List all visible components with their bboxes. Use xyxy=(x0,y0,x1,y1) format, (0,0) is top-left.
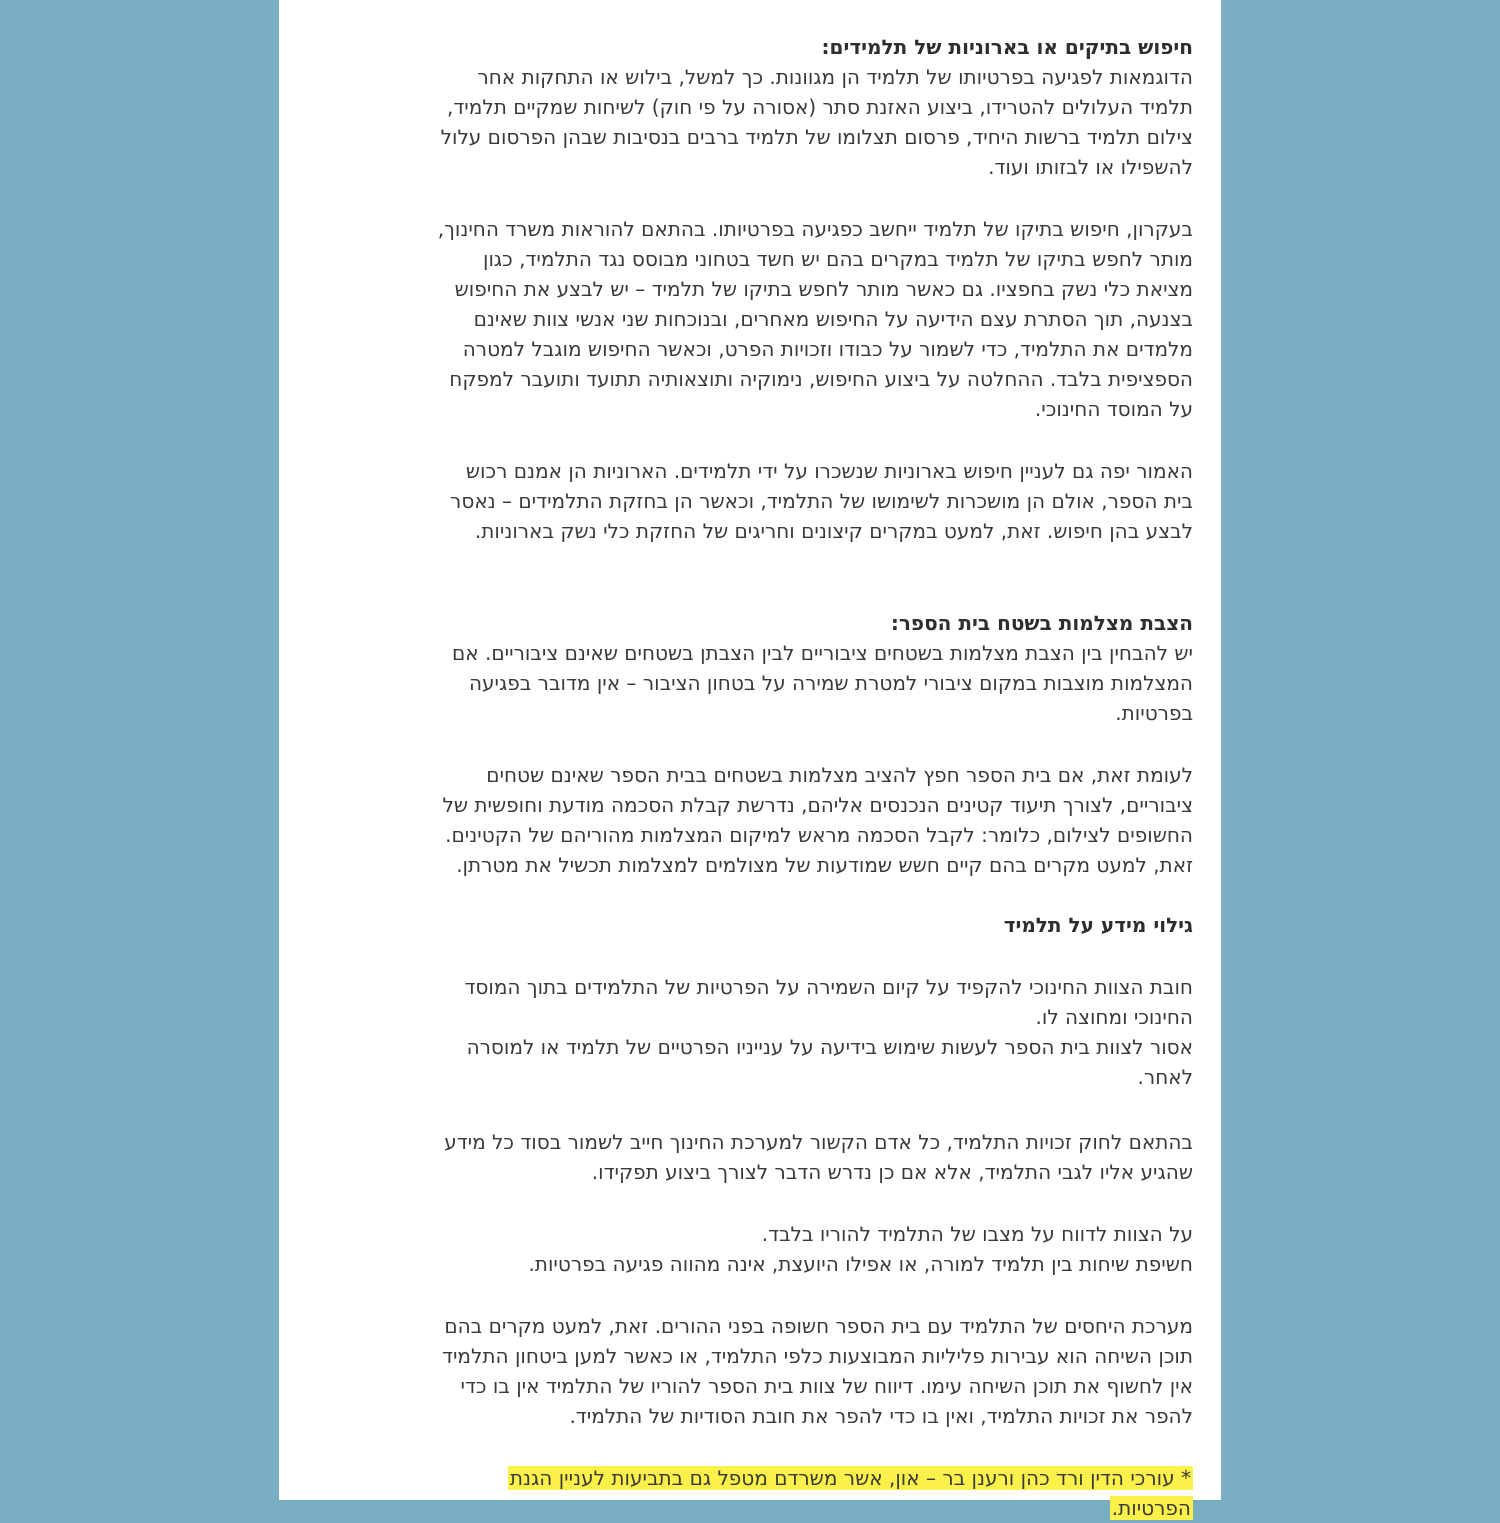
text-line: לעומת זאת, אם בית הספר חפץ להציב מצלמות בשטחים בבית הספר שאינם שטחים xyxy=(486,763,1193,787)
text-line: מלמדים את התלמיד, כדי לשמור על כבודו וזכויות הפרט, וכאשר החיפוש מוגבל למטרה xyxy=(462,337,1193,361)
text-line: לאחר. xyxy=(1137,1065,1193,1089)
text-line: חובת הצוות החינוכי להקפיד על קיום השמירה על הפרטיות של התלמידים בתוך המוסד xyxy=(464,975,1193,999)
text-line: ציבוריים, לצורך תיעוד קטינים הנכנסים אליהם, נדרשת קבלת הסכמה מודעת וחופשית של xyxy=(442,793,1193,817)
text-line: האמור יפה גם לעניין חיפוש בארוניות שנשכרו על ידי תלמידים. הארוניות הן אמנם רכוש xyxy=(465,459,1193,483)
footnote-highlighted-text: * עורכי הדין ורד כהן ורענן בר – און, אשר משרדם מטפל גם בתביעות לעניין הגנת xyxy=(509,1466,1191,1490)
text-line: תלמיד העלולים להטרידו, ביצוע האזנת סתר (אסורה על פי חוק) לשיחות שמקיים תלמיד, xyxy=(447,95,1193,119)
text-line: מותר לחפש בתיקו של תלמיד במקרים בהם יש חשד בטחוני מבוסס נגד התלמיד, כגון xyxy=(483,247,1193,271)
text-line: בעקרון, חיפוש בתיקו של תלמיד ייחשב כפגיעה בפרטיותו. בהתאם להוראות משרד החינוך, xyxy=(437,217,1193,241)
text-line: בהתאם לחוק זכויות התלמיד, כל אדם הקשור למערכת החינוך חייב לשמור בסוד כל מידע xyxy=(444,1130,1193,1154)
paragraph xyxy=(319,1219,1193,1279)
document-page xyxy=(279,0,1221,1520)
paragraph xyxy=(319,760,1193,880)
text-line: הספציפית בלבד. ההחלטה על ביצוע החיפוש, נימוקיה ותוצאותיה תתועד ותועבר למפקח xyxy=(449,367,1193,391)
paragraph xyxy=(319,1311,1193,1431)
section-heading-bag-search: חיפוש בתיקים או בארוניות של תלמידים: xyxy=(821,35,1193,59)
text-line: בית הספר, אולם הן מושכרות לשימושו של התלמיד, וכאשר הן בחזקת התלמידים – נאסר xyxy=(450,489,1193,513)
text-line: הדוגמאות לפגיעה בפרטיותו של תלמיד הן מגוונות. כך למשל, בילוש או התחקות אחר xyxy=(477,65,1193,89)
paragraph xyxy=(319,1127,1193,1187)
text-line: בפרטיות. xyxy=(1115,701,1193,725)
text-line: אין לחשוף את תוכן השיחה עימו. דיווח של צוות בית הספר להוריו של התלמיד אין בו כדי xyxy=(460,1374,1193,1398)
text-line: צילום תלמיד ברשות היחיד, פרסום תצלומו של תלמיד ברבים בנסיבות שבהן הפרסום עלול xyxy=(440,125,1193,149)
text-line: לבצע בהן חיפוש. זאת, למעט במקרים קיצונים וחריגים של החזקת כלי נשק בארוניות. xyxy=(474,519,1193,543)
paragraph xyxy=(319,456,1193,546)
text-line: להשפילו או לבזותו ועוד. xyxy=(988,155,1193,179)
text-line: יש להבחין בין הצבת מצלמות בשטחים ציבוריים לבין הצבתן בשטחים שאינם ציבוריים. אם xyxy=(452,641,1193,665)
footnote-highlighted-text: הפרטיות. xyxy=(1111,1496,1191,1520)
text-line: מציאת כלי נשק בחפציו. גם כאשר מותר לחפש בתיקו של תלמיד – יש לבצע את החיפוש xyxy=(454,277,1193,301)
document-body xyxy=(319,32,1193,1523)
text-line: החינוכי ומחוצה לו. xyxy=(1035,1005,1193,1029)
text-line: בצנעה, תוך הסתרת עצם הידיעה על החיפוש מאחרים, ובנוכחות שני אנשי צוות שאינם xyxy=(473,307,1193,331)
text-line: מערכת היחסים של התלמיד עם בית הספר חשופה בפני ההורים. זאת, למעט מקרים בהם xyxy=(444,1314,1193,1338)
section-heading-cameras: הצבת מצלמות בשטח בית הספר: xyxy=(890,611,1193,635)
text-line: אסור לצוות בית הספר לעשות שימוש בידיעה על ענייניו הפרטיים של תלמיד או למוסרה xyxy=(466,1035,1193,1059)
footnote xyxy=(319,1463,1193,1523)
paragraph xyxy=(319,62,1193,182)
text-line: על המוסד החינוכי. xyxy=(1034,397,1193,421)
text-line: זאת, למעט מקרים בהם קיים חשש שמודעות של מצולמים למצלמות תכשיל את מטרתן. xyxy=(456,853,1193,877)
text-line: על הצוות לדווח על מצבו של התלמיד להוריו בלבד. xyxy=(761,1222,1193,1246)
paragraph xyxy=(319,638,1193,728)
text-line: החשופים לצילום, כלומר: לקבל הסכמה מראש למיקום המצלמות מהוריהם של הקטינים. xyxy=(445,823,1193,847)
text-line: להפר את זכויות התלמיד, ואין בו כדי להפר את חובת הסודיות של התלמיד. xyxy=(569,1404,1193,1428)
text-line: תוכן השיחה הוא עבירות פליליות המבוצעות כלפי התלמיד, או כאשר למען ביטחון התלמיד xyxy=(442,1344,1193,1368)
text-line: חשיפת שיחות בין תלמיד למורה, או אפילו היועצת, אינה מהווה פגיעה בפרטיות. xyxy=(528,1252,1193,1276)
section-heading-disclosure: גילוי מידע על תלמיד xyxy=(1003,913,1193,937)
text-line: המצלמות מוצבות במקום ציבורי למטרת שמירה על בטחון הציבור – אין מדובר בפגיעה xyxy=(468,671,1193,695)
text-line: שהגיע אליו לגבי התלמיד, אלא אם כן נדרש הדבר לצורך ביצוע תפקידו. xyxy=(591,1160,1193,1184)
paragraph xyxy=(319,972,1193,1092)
paragraph xyxy=(319,214,1193,424)
